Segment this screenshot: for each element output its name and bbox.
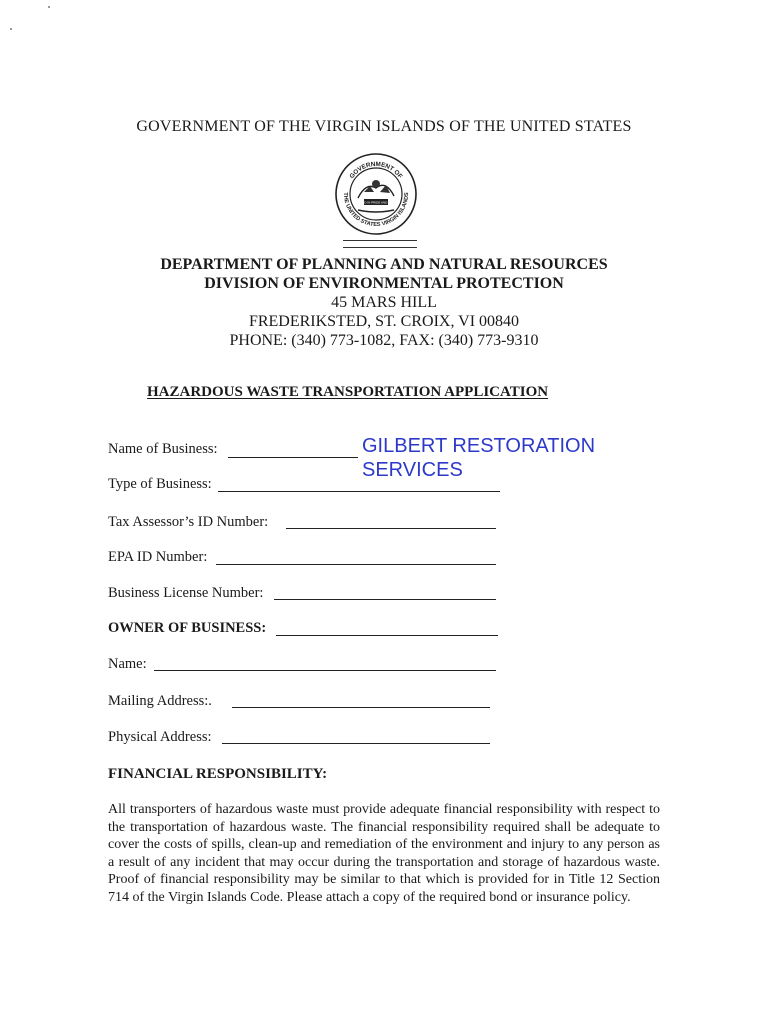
mailing-address-line[interactable] xyxy=(232,707,490,708)
government-heading: GOVERNMENT OF THE VIRGIN ISLANDS OF THE UNITED STATES xyxy=(136,118,632,135)
owner-name-line[interactable] xyxy=(154,670,496,671)
svg-text:THE UNITED STATES VIRGIN ISLAN xyxy=(342,192,410,228)
seal-motto: UNITED IN PRIDE AND HOPE xyxy=(355,200,397,205)
owner-name-label: Name: xyxy=(108,656,147,672)
business-license-line[interactable] xyxy=(274,599,496,600)
owner-of-business-label: OWNER OF BUSINESS: xyxy=(108,620,267,636)
street-address: 45 MARS HILL xyxy=(331,294,437,311)
business-license-label: Business License Number: xyxy=(108,585,264,601)
type-of-business-label: Type of Business: xyxy=(108,476,212,492)
seal-top-text: GOVERNMENT OF xyxy=(348,160,404,180)
scan-speck xyxy=(48,6,50,8)
phone-fax: PHONE: (340) 773-1082, FAX: (340) 773-9310 xyxy=(229,332,539,349)
name-of-business-label: Name of Business: xyxy=(108,441,218,457)
name-of-business-value-line2: SERVICES xyxy=(362,459,463,481)
scan-speck xyxy=(10,28,12,30)
epa-id-line[interactable] xyxy=(216,564,496,565)
physical-address-label: Physical Address: xyxy=(108,729,212,745)
owner-of-business-line[interactable] xyxy=(276,635,498,636)
tax-id-label: Tax Assessor’s ID Number: xyxy=(108,514,269,530)
mailing-address-label: Mailing Address:. xyxy=(108,693,212,709)
type-of-business-line[interactable] xyxy=(218,491,500,492)
physical-address-line[interactable] xyxy=(222,743,490,744)
name-of-business-value-line1: GILBERT RESTORATION xyxy=(362,435,596,457)
epa-id-label: EPA ID Number: xyxy=(108,549,208,565)
application-title: HAZARDOUS WASTE TRANSPORTATION APPLICATION xyxy=(147,384,549,400)
seal-bottom-text: THE UNITED STATES VIRGIN ISLANDS xyxy=(341,192,411,229)
division-name: DIVISION OF ENVIRONMENTAL PROTECTION xyxy=(204,275,564,292)
name-of-business-line[interactable] xyxy=(228,457,358,458)
seal-divider xyxy=(343,240,417,248)
financial-responsibility-heading: FINANCIAL RESPONSIBILITY: xyxy=(108,766,328,782)
virgin-islands-seal-icon xyxy=(334,152,418,236)
tax-id-line[interactable] xyxy=(286,528,496,529)
department-name: DEPARTMENT OF PLANNING AND NATURAL RESOURCES xyxy=(160,256,608,273)
city-address: FREDERIKSTED, ST. CROIX, VI 00840 xyxy=(248,313,520,330)
financial-responsibility-paragraph: All transporters of hazardous waste must provide adequate financial responsibility with respect to the transportation of hazardous waste. The financial responsibility required shall be adequate to cover the costs of spills, clean-up and remediation of the environment and injury to any person as a result of any incident that may occur during the transportation and storage of hazardous waste. Proof of financial responsibility may be similar to that which is provided for in Title 12 Section 714 of the Virgin Islands Code. Please attach a copy of the required bond or insurance policy. xyxy=(108,802,660,905)
